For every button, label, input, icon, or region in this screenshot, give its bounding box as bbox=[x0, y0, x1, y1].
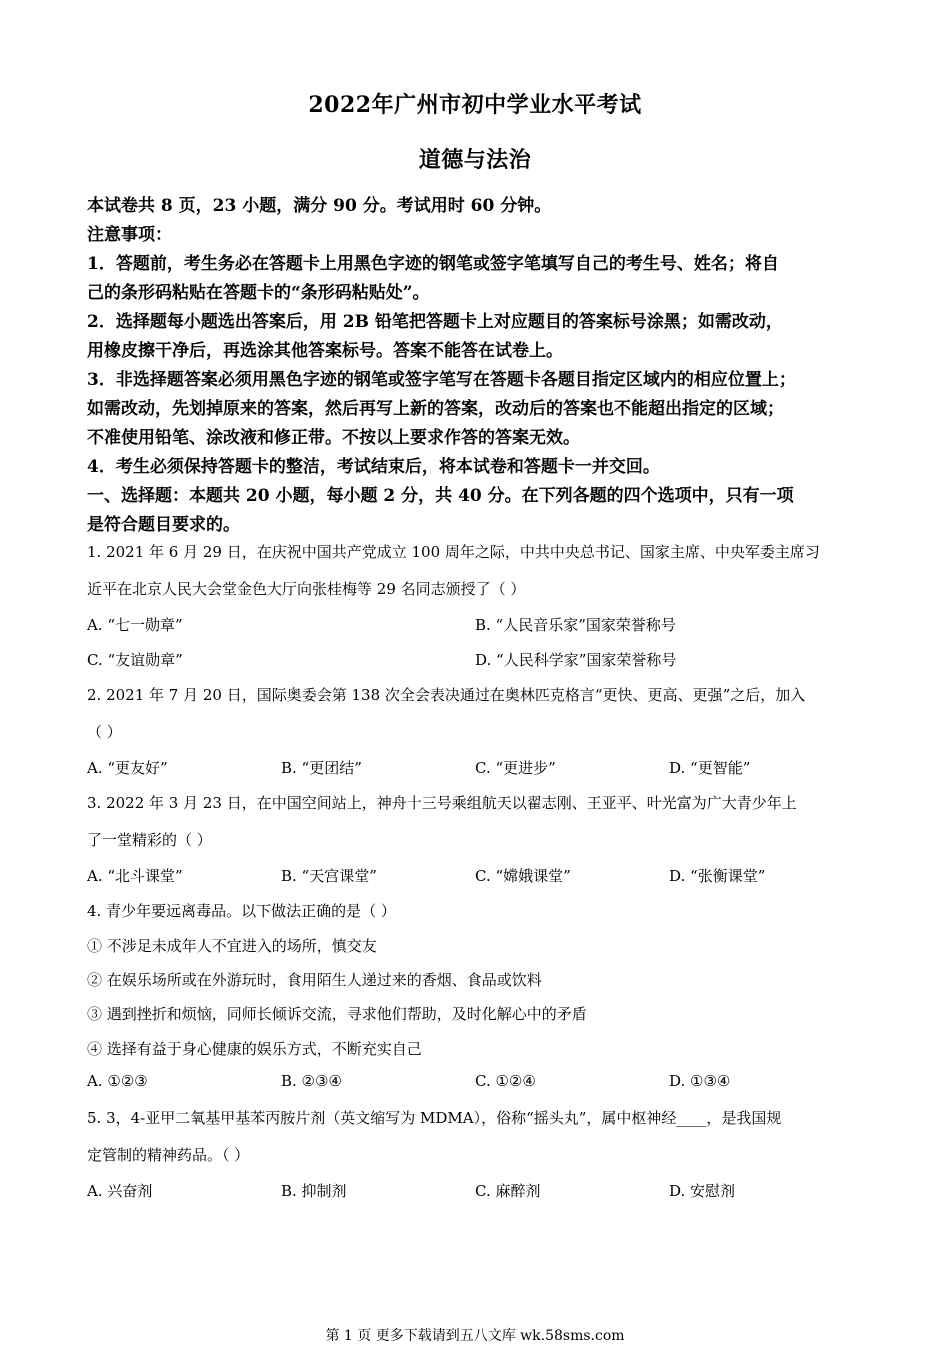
note-4: 4．考生必须保持答题卡的整洁，考试结束后，将本试卷和答题卡一并交回。 bbox=[87, 457, 660, 477]
q3-option-a: A. “北斗课堂” bbox=[87, 867, 183, 885]
note-1-line-2: 己的条形码粘贴在答题卡的“条形码粘贴处”。 bbox=[87, 283, 430, 303]
q1-option-a: A. “七一勋章” bbox=[87, 616, 183, 634]
q1-option-b: B. “人民音乐家”国家荣誉称号 bbox=[475, 616, 676, 634]
q4-item-2: ② 在娱乐场所或在外游玩时，食用陌生人递过来的香烟、食品或饮料 bbox=[87, 971, 542, 989]
q1-option-d: D. “人民科学家”国家荣誉称号 bbox=[475, 651, 677, 669]
q5-option-d: D. 安慰剂 bbox=[669, 1182, 736, 1200]
q5-stem-line-1: 5. 3，4-亚甲二氧基甲基苯丙胺片剂（英文缩写为 MDMA），俗称“摇头丸”，属中枢神经____，是我国规 bbox=[87, 1109, 782, 1127]
note-3-line-1: 3．非选择题答案必须用黑色字迹的钢笔或签字笔写在答题卡各题目指定区域内的相应位置上； bbox=[87, 370, 796, 390]
section-heading-line-2: 是符合题目要求的。 bbox=[87, 515, 240, 535]
q3-option-d: D. “张衡课堂” bbox=[669, 867, 766, 885]
q1-stem-line-2: 近平在北京人民大会堂金色大厅向张桂梅等 29 名同志颁授了（ ） bbox=[87, 580, 526, 598]
q4-stem: 4. 青少年要远离毒品。以下做法正确的是（ ） bbox=[87, 902, 396, 920]
q5-option-c: C. 麻醉剂 bbox=[475, 1182, 541, 1200]
q4-option-c: C. ①②④ bbox=[475, 1072, 536, 1090]
note-3-line-2: 如需改动，先划掉原来的答案，然后再写上新的答案，改动后的答案也不能超出指定的区域； bbox=[87, 399, 784, 419]
q4-option-d: D. ①③④ bbox=[669, 1072, 731, 1090]
q2-option-b: B. “更团结” bbox=[281, 759, 362, 777]
q5-option-b: B. 抑制剂 bbox=[281, 1182, 347, 1200]
q3-option-b: B. “天宫课堂” bbox=[281, 867, 377, 885]
note-2-line-1: 2．选择题每小题选出答案后，用 2B 铅笔把答题卡上对应题目的答案标号涂黑；如需改动， bbox=[87, 312, 783, 332]
note-2-line-2: 用橡皮擦干净后，再选涂其他答案标号。答案不能答在试卷上。 bbox=[87, 341, 563, 361]
subject-title: 道德与法治 bbox=[418, 147, 532, 173]
q3-option-c: C. “嫦娥课堂” bbox=[475, 867, 571, 885]
q4-item-1: ① 不涉足未成年人不宜进入的场所，慎交友 bbox=[87, 937, 377, 955]
q1-stem-line-1: 1. 2021 年 6 月 29 日，在庆祝中国共产党成立 100 周年之际，中共中央总书记、国家主席、中央军委主席习 bbox=[87, 543, 820, 561]
q4-option-b: B. ②③④ bbox=[281, 1072, 342, 1090]
q4-item-4: ④ 选择有益于身心健康的娱乐方式，不断充实自己 bbox=[87, 1040, 422, 1058]
q2-option-c: C. “更进步” bbox=[475, 759, 556, 777]
q5-option-a: A. 兴奋剂 bbox=[87, 1182, 153, 1200]
q3-stem-line-1: 3. 2022 年 3 月 23 日，在中国空间站上，神舟十三号乘组航天以翟志刚、王亚平、叶光富为广大青少年上 bbox=[87, 794, 797, 812]
exam-title: 2022年广州市初中学业水平考试 bbox=[308, 92, 642, 118]
note-1-line-1: 1．答题前，考生务必在答题卡上用黑色字迹的钢笔或签字笔填写自己的考生号、姓名；将自 bbox=[87, 254, 779, 274]
q5-stem-line-2: 定管制的精神药品。（ ） bbox=[87, 1146, 250, 1164]
q2-option-a: A. “更友好” bbox=[87, 759, 168, 777]
q2-stem-line-1: 2. 2021 年 7 月 20 日，国际奥委会第 138 次全会表决通过在奥林匹克格言“更快、更高、更强”之后，加入 bbox=[87, 686, 806, 704]
section-heading-line-1: 一、选择题：本题共 20 小题，每小题 2 分，共 40 分。在下列各题的四个选项中，只有一项 bbox=[87, 486, 794, 506]
q2-option-d: D. “更智能” bbox=[669, 759, 751, 777]
exam-summary: 本试卷共 8 页，23 小题，满分 90 分。考试用时 60 分钟。 bbox=[87, 196, 552, 216]
q1-option-c: C. “友谊勋章” bbox=[87, 651, 183, 669]
notes-heading: 注意事项： bbox=[87, 225, 172, 245]
note-3-line-3: 不准使用铅笔、涂改液和修正带。不按以上要求作答的答案无效。 bbox=[87, 428, 580, 448]
q3-stem-line-2: 了一堂精彩的（ ） bbox=[87, 831, 212, 849]
q4-option-a: A. ①②③ bbox=[87, 1072, 148, 1090]
q2-stem-line-2: （ ） bbox=[87, 723, 122, 741]
q4-item-3: ③ 遇到挫折和烦恼，同师长倾诉交流，寻求他们帮助，及时化解心中的矛盾 bbox=[87, 1005, 587, 1023]
page-footer: 第 1 页 更多下载请到五八文库 wk.58sms.com bbox=[325, 1328, 625, 1344]
